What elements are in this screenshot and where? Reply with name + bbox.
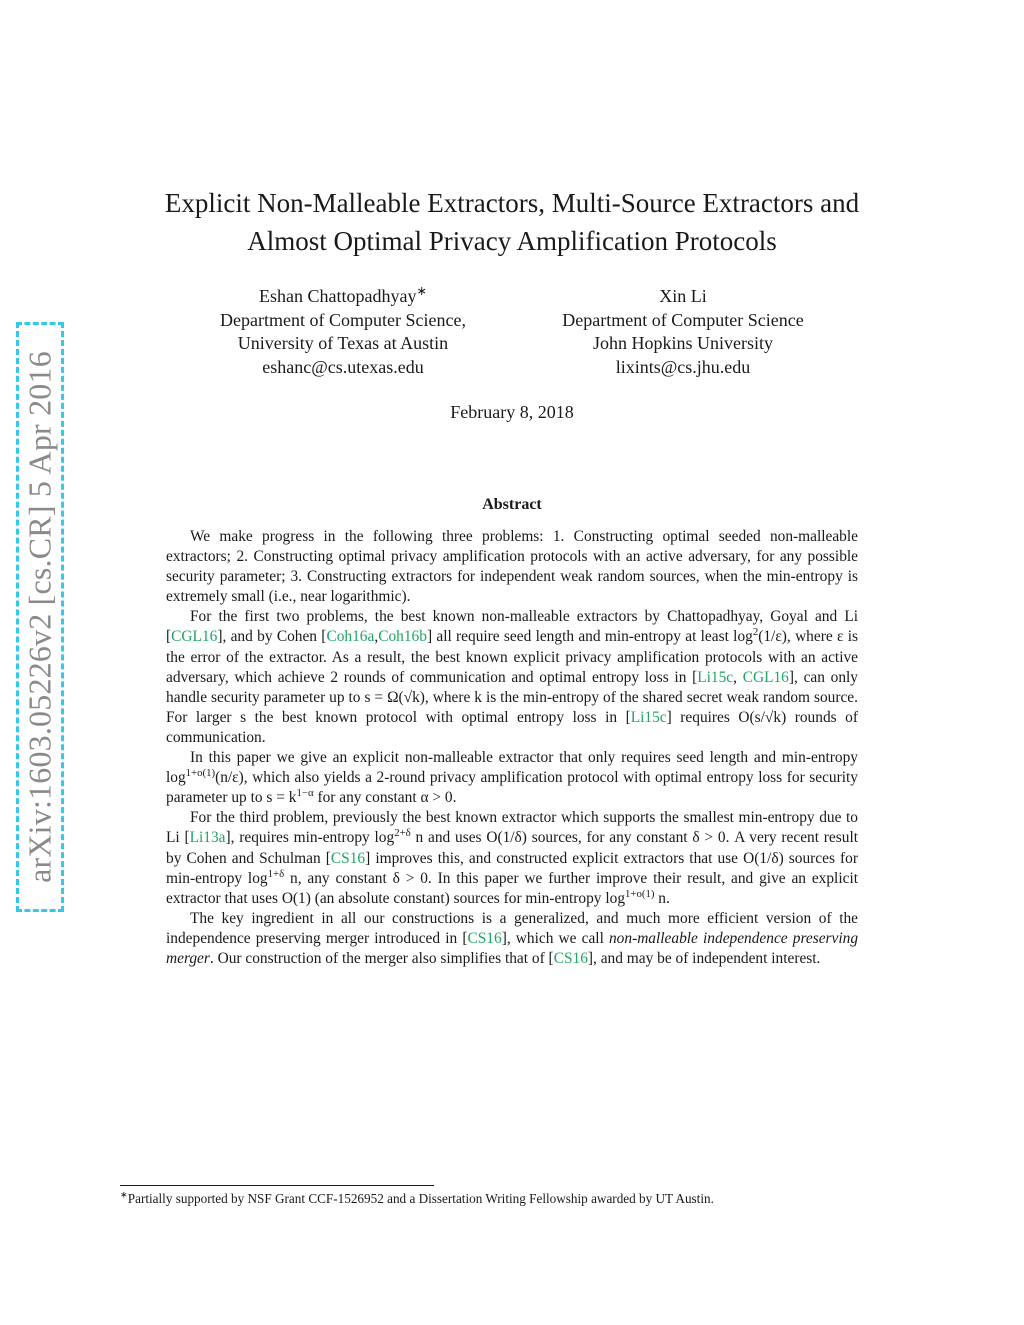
text: For the first two problems, the best known non-malleable extractors by Chattopadhyay, Goyal and Li [: [166, 608, 858, 646]
text: ], and by Cohen [: [217, 628, 327, 646]
title-line-2: Almost Optimal Privacy Amplification Protocols: [247, 226, 777, 256]
text: . Our construction of the merger also simplifies that of [: [209, 949, 554, 967]
citation-link[interactable]: CGL16: [171, 628, 218, 646]
text: ], can only handle security parameter up to s = Ω(√k), where k is the min-entropy of the shared secret weak random source. For larger s the best known protocol with optimal entropy loss in [: [166, 668, 858, 726]
citation-link[interactable]: Li13a: [189, 829, 226, 847]
text: (1/ε), where ε is the error of the extractor. As a result, the best known explicit privacy amplification protocols with an active adversary, which achieve 2 rounds of communication and optimal entropy loss in [: [166, 628, 858, 686]
author-email[interactable]: lixints@cs.jhu.edu: [615, 356, 751, 377]
author-name: Eshan Chattopadhyay: [258, 286, 417, 306]
citation-link[interactable]: CS16: [467, 929, 502, 947]
superscript: 2+δ: [394, 827, 411, 840]
title-line-1: Explicit Non-Malleable Extractors, Multi-Source Extractors and: [164, 188, 860, 218]
text: n, any constant δ > 0. In this paper we further improve their result, and give an explicit extractor that uses O(1) (an absolute constant) sources for min-entropy log: [166, 869, 858, 907]
text: ] improves this, and constructed explicit extractors that use O(1/δ) sources for min-entropy log: [166, 849, 858, 887]
superscript: 1−α: [296, 787, 314, 800]
text: ] requires O(s/√k) rounds of communication.: [166, 708, 858, 746]
emphasis: non-malleable independence preserving merger: [166, 929, 859, 967]
citation-link[interactable]: CGL16: [742, 668, 789, 686]
footnote-rule: [120, 1185, 434, 1186]
text: n and uses O(1/δ) sources, for any constant δ > 0. A very recent result by Cohen and Schulman [: [166, 829, 859, 867]
author-univ: John Hopkins University: [593, 333, 773, 353]
text: ], which we call: [501, 929, 609, 947]
author-name-line: [178, 285, 508, 309]
superscript: 1+o(1): [185, 767, 216, 779]
footnote-mark: ∗: [120, 1189, 128, 1200]
author-name: Xin Li: [659, 286, 707, 306]
text: (n/ε), which also yields a 2-round privacy amplification protocol with optimal entropy loss for security parameter up to s = k: [166, 769, 858, 807]
abstract-paragraph-2: [166, 607, 858, 748]
paper-date: February 8, 2018: [450, 402, 574, 422]
author-email[interactable]: eshanc@cs.utexas.edu: [262, 356, 424, 377]
superscript: 1+δ: [267, 867, 285, 880]
text: ], requires min-entropy log: [225, 829, 395, 847]
footnote: [120, 1191, 920, 1207]
author-block-2: [518, 285, 848, 379]
abstract-paragraph-1: We make progress in the following three problems: 1. Constructing optimal seeded non-malleable extractors; 2. Constructing optimal privacy amplification protocols with an active adversary, for any possible security parameter; 3. Constructing extractors for independent weak random sources, when the min-entropy is extremely small (i.e., near logarithmic).: [166, 528, 858, 606]
abstract-paragraph-5: [166, 909, 858, 969]
citation-link[interactable]: Coh16b: [378, 628, 427, 646]
citation-link[interactable]: CS16: [553, 949, 588, 967]
paper-title: [120, 184, 904, 260]
text: for any constant α > 0.: [313, 789, 457, 807]
arxiv-stamp-text: arXiv:1603.05226v2 [cs.CR] 5 Apr 2016: [21, 351, 58, 883]
citation-link[interactable]: CS16: [330, 849, 366, 867]
text: ] all require seed length and min-entropy at least log: [426, 628, 753, 646]
citation-link[interactable]: Li15c: [697, 668, 734, 686]
abstract-paragraph-4: [166, 808, 858, 908]
superscript: 1+o(1): [625, 887, 655, 900]
text: ,: [374, 628, 379, 646]
text: For the third problem, previously the best known extractor which supports the smallest min-entropy due to Li [: [166, 809, 858, 847]
text: ], and may be of independent interest.: [587, 949, 821, 967]
author-footnote-mark: ∗: [416, 284, 428, 298]
text: n.: [654, 889, 670, 907]
abstract-body: [166, 527, 858, 969]
citation-link[interactable]: Li15c: [630, 708, 667, 726]
author-dept: Department of Computer Science: [562, 309, 804, 330]
citation-link[interactable]: Coh16a: [326, 628, 375, 646]
superscript: 2: [752, 626, 759, 639]
author-dept: Department of Computer Science,: [220, 309, 466, 330]
text: In this paper we give an explicit non-malleable extractor that only requires seed length and min-entropy log: [166, 749, 858, 787]
author-univ: University of Texas at Austin: [237, 333, 449, 353]
text: The key ingredient in all our constructions is a generalized, and much more efficient version of the independence preserving merger introduced in [: [166, 909, 858, 947]
arxiv-stamp: [16, 322, 64, 912]
author-block-1: [178, 285, 508, 379]
text: ,: [733, 668, 743, 686]
abstract-paragraph-3: [166, 748, 858, 808]
abstract-heading: Abstract: [482, 496, 542, 513]
footnote-text: Partially supported by NSF Grant CCF-1526952 and a Dissertation Writing Fellowship awarded by UT Austin.: [127, 1191, 714, 1206]
